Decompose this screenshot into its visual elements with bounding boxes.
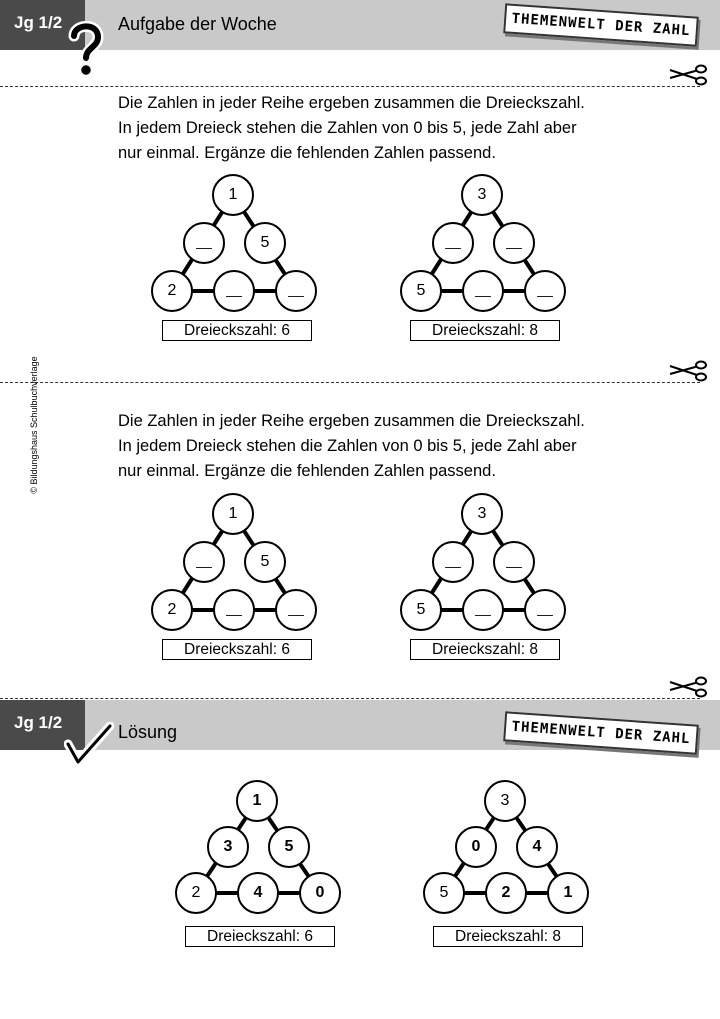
- question-mark-icon: [66, 20, 106, 78]
- triangle-node-top: 1: [212, 174, 254, 216]
- instruction-line: Die Zahlen in jeder Reihe ergeben zusammen die Dreieckszahl.: [118, 412, 585, 430]
- instruction-line: Die Zahlen in jeder Reihe ergeben zusammen die Dreieckszahl.: [118, 94, 585, 112]
- scissors-icon: [668, 64, 708, 86]
- triangle-node-left-middle: 0: [455, 826, 497, 868]
- triangle-node-bottom-right[interactable]: __: [275, 589, 317, 631]
- triangle-node-bottom-right[interactable]: __: [524, 270, 566, 312]
- triangle-node-top: 3: [484, 780, 526, 822]
- triangle-number-label: Dreieckszahl: 6: [185, 926, 335, 947]
- triangle-node-left-middle[interactable]: __: [183, 541, 225, 583]
- instruction-line: nur einmal. Ergänze die fehlenden Zahlen passend.: [118, 462, 496, 480]
- instructions-block-2: [118, 409, 658, 484]
- triangle-node-bottom-left: 2: [151, 589, 193, 631]
- triangle-puzzle-left: [149, 490, 319, 660]
- triangle-number-label: Dreieckszahl: 6: [162, 320, 312, 341]
- triangle-node-bottom-left: 2: [175, 872, 217, 914]
- cut-line: [0, 86, 700, 87]
- grade-label: Jg 1/2: [14, 713, 63, 732]
- header-solution: [0, 700, 720, 750]
- topic-stamp: THEMENWELT DER ZAHL: [503, 711, 699, 754]
- triangle-node-right-middle: 5: [268, 826, 310, 868]
- cut-line: [0, 698, 700, 699]
- page-title: Aufgabe der Woche: [118, 14, 277, 34]
- triangle-number-label: Dreieckszahl: 6: [162, 639, 312, 660]
- triangle-node-top: 3: [461, 174, 503, 216]
- triangle-node-left-middle[interactable]: __: [432, 222, 474, 264]
- triangle-node-bottom-left: 5: [400, 270, 442, 312]
- solution-triangle-right: [421, 777, 591, 947]
- triangle-node-bottom-middle[interactable]: __: [213, 270, 255, 312]
- triangle-node-left-middle: 3: [207, 826, 249, 868]
- triangle-node-bottom-middle[interactable]: __: [462, 589, 504, 631]
- copyright-note: © Bildungshaus Schulbuchverlage: [29, 356, 39, 494]
- instruction-line: nur einmal. Ergänze die fehlenden Zahlen passend.: [118, 144, 496, 162]
- triangle-node-top: 1: [236, 780, 278, 822]
- triangle-number-label: Dreieckszahl: 8: [433, 926, 583, 947]
- triangle-node-right-middle: 5: [244, 541, 286, 583]
- scissors-icon: [668, 360, 708, 382]
- triangle-node-right-middle: 4: [516, 826, 558, 868]
- triangle-node-right-middle[interactable]: __: [493, 222, 535, 264]
- scissors-icon: [668, 676, 708, 698]
- solution-triangle-left: [173, 777, 343, 947]
- instruction-line: In jedem Dreieck stehen die Zahlen von 0 bis 5, jede Zahl aber: [118, 119, 577, 137]
- triangle-number-label: Dreieckszahl: 8: [410, 639, 560, 660]
- triangle-number-label: Dreieckszahl: 8: [410, 320, 560, 341]
- triangle-node-bottom-left: 2: [151, 270, 193, 312]
- triangle-node-bottom-middle[interactable]: __: [462, 270, 504, 312]
- triangle-node-right-middle: 5: [244, 222, 286, 264]
- triangle-node-top: 1: [212, 493, 254, 535]
- triangle-puzzle-right: [398, 171, 568, 341]
- triangle-node-top: 3: [461, 493, 503, 535]
- triangle-puzzle-left: [149, 171, 319, 341]
- triangle-node-bottom-left: 5: [423, 872, 465, 914]
- triangle-node-bottom-left: 5: [400, 589, 442, 631]
- triangle-puzzle-right: [398, 490, 568, 660]
- triangle-node-bottom-right[interactable]: __: [524, 589, 566, 631]
- solution-title: Lösung: [118, 722, 178, 742]
- grade-label: Jg 1/2: [14, 13, 63, 32]
- triangle-node-bottom-middle: 4: [237, 872, 279, 914]
- triangle-node-left-middle[interactable]: __: [183, 222, 225, 264]
- instructions-block-1: [118, 91, 658, 166]
- triangle-node-right-middle[interactable]: __: [493, 541, 535, 583]
- triangle-node-bottom-middle[interactable]: __: [213, 589, 255, 631]
- header-task: [0, 0, 720, 50]
- checkmark-icon: [64, 722, 114, 768]
- topic-stamp: THEMENWELT DER ZAHL: [503, 3, 699, 46]
- instruction-line: In jedem Dreieck stehen die Zahlen von 0 bis 5, jede Zahl aber: [118, 437, 577, 455]
- triangle-node-bottom-middle: 2: [485, 872, 527, 914]
- triangle-node-bottom-right: 1: [547, 872, 589, 914]
- cut-line: [0, 382, 700, 383]
- triangle-node-left-middle[interactable]: __: [432, 541, 474, 583]
- triangle-node-bottom-right[interactable]: __: [275, 270, 317, 312]
- triangle-node-bottom-right: 0: [299, 872, 341, 914]
